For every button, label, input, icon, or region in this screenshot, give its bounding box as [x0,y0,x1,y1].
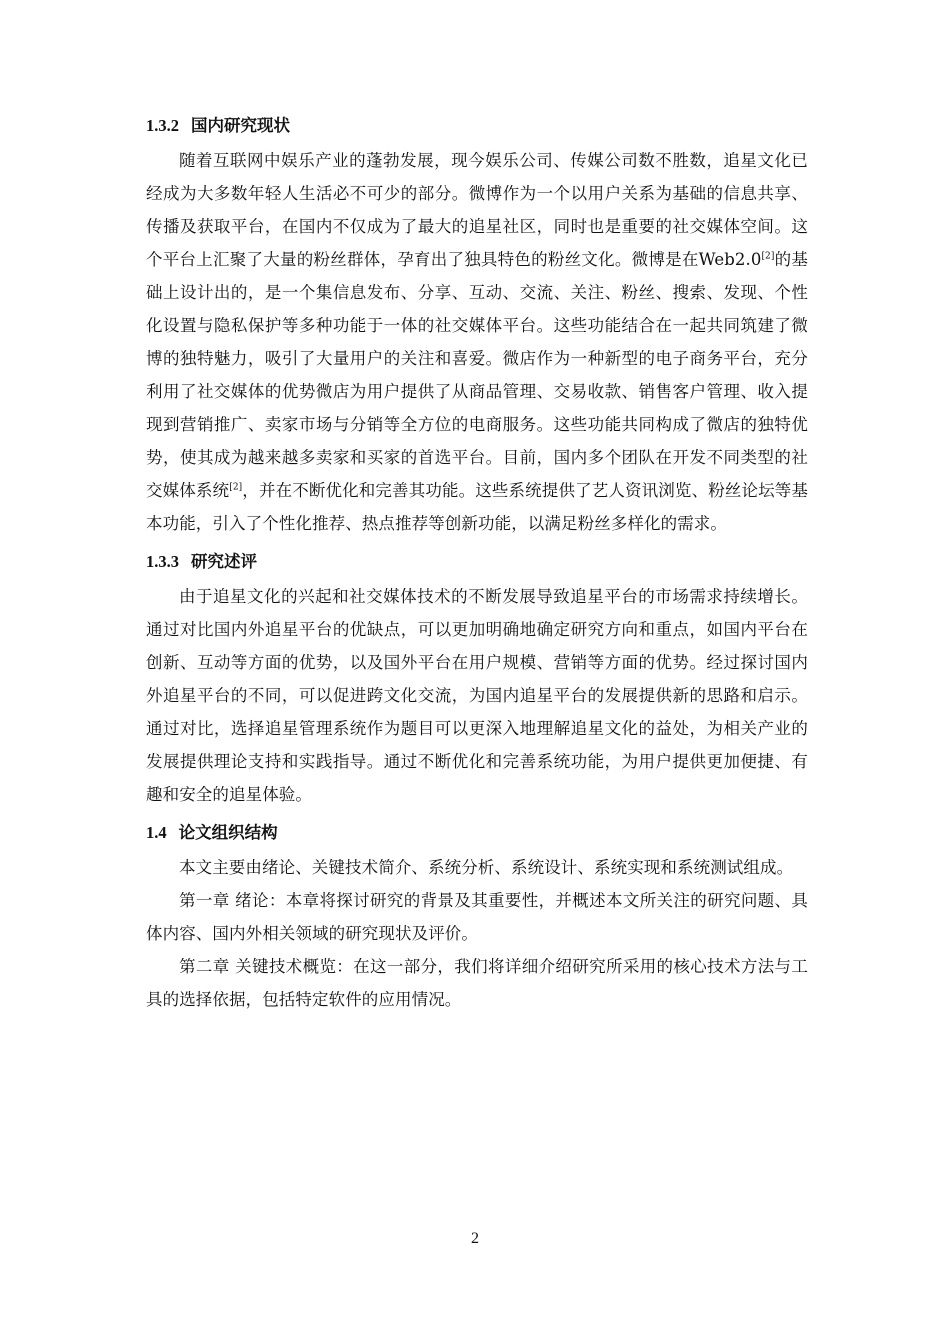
section-heading-1-4 [146,821,808,845]
section-heading-1-3-2 [146,114,808,138]
page-number: 2 [471,1230,479,1247]
section-number: 1.4 [146,823,167,842]
citation-ref: [2] [229,482,243,493]
section-number: 1.3.2 [146,116,179,135]
citation-ref: [2] [761,251,775,262]
paragraph-structure-overview: 本文主要由绪论、关键技术简介、系统分析、系统设计、系统实现和系统测试组成。 [179,858,794,877]
section-title: 研究述评 [191,552,257,571]
section-number: 1.3.3 [146,552,179,571]
document-body [146,110,808,1016]
section-title: 论文组织结构 [178,823,278,842]
paragraph-text: 随着互联网中娱乐产业的蓬勃发展，现今娱乐公司、传媒公司数不胜数，追星文化已经成为大多数年轻人生活必不可少的部分。微博作为一个以用户关系为基础的信息共享、传播及获取平台，在国内不仅成为了最大的追星社区，同时也是重要的社交媒体空间。这个平台上汇聚了大量的粉丝群体，孕育出了独具特色的粉丝文化。微博是在Web2.0 [146,151,808,269]
paragraph-text: 的基础上设计出的，是一个集信息发布、分享、互动、交流、关注、粉丝、搜索、发现、个性化设置与隐私保护等多种功能于一体的社交媒体平台。这些功能结合在一起共同筑建了微博的独特魅力，吸引了大量用户的关注和喜爱。微店作为一种新型的电子商务平台，充分利用了社交媒体的优势微店为用户提供了从商品管理、交易收款、销售客户管理、收入提现到营销推广、卖家市场与分销等全方位的电商服务。这些功能共同构成了微店的独特优势，使其成为越来越多卖家和买家的首选平台。目前，国内多个团队在开发不同类型的社交媒体系统 [146,250,808,500]
paragraph-text: ，并在不断优化和完善其功能。这些系统提供了艺人资讯浏览、粉丝论坛等基本功能，引入了个性化推荐、热点推荐等创新功能，以满足粉丝多样化的需求。 [146,481,809,533]
paragraph-research-review: 由于追星文化的兴起和社交媒体技术的不断发展导致追星平台的市场需求持续增长。通过对比国内外追星平台的优缺点，可以更加明确地确定研究方向和重点，如国内平台在创新、互动等方面的优势，以及国外平台在用户规模、营销等方面的优势。经过探讨国内外追星平台的不同，可以促进跨文化交流，为国内追星平台的发展提供新的思路和启示。通过对比，选择追星管理系统作为题目可以更深入地理解追星文化的益处，为相关产业的发展提供理论支持和实践指导。通过不断优化和完善系统功能，为用户提供更加便捷、有趣和安全的追星体验。 [146,587,808,804]
paragraph-chapter-one: 第一章 绪论：本章将探讨研究的背景及其重要性，并概述本文所关注的研究问题、具体内容、国内外相关领域的研究现状及评价。 [146,891,808,943]
paragraph-chapter-two: 第二章 关键技术概览：在这一部分，我们将详细介绍研究所采用的核心技术方法与工具的选择依据，包括特定软件的应用情况。 [146,957,808,1009]
section-heading-1-3-3 [146,550,808,574]
paragraph-domestic-research [146,144,808,540]
section-title: 国内研究现状 [191,116,290,135]
